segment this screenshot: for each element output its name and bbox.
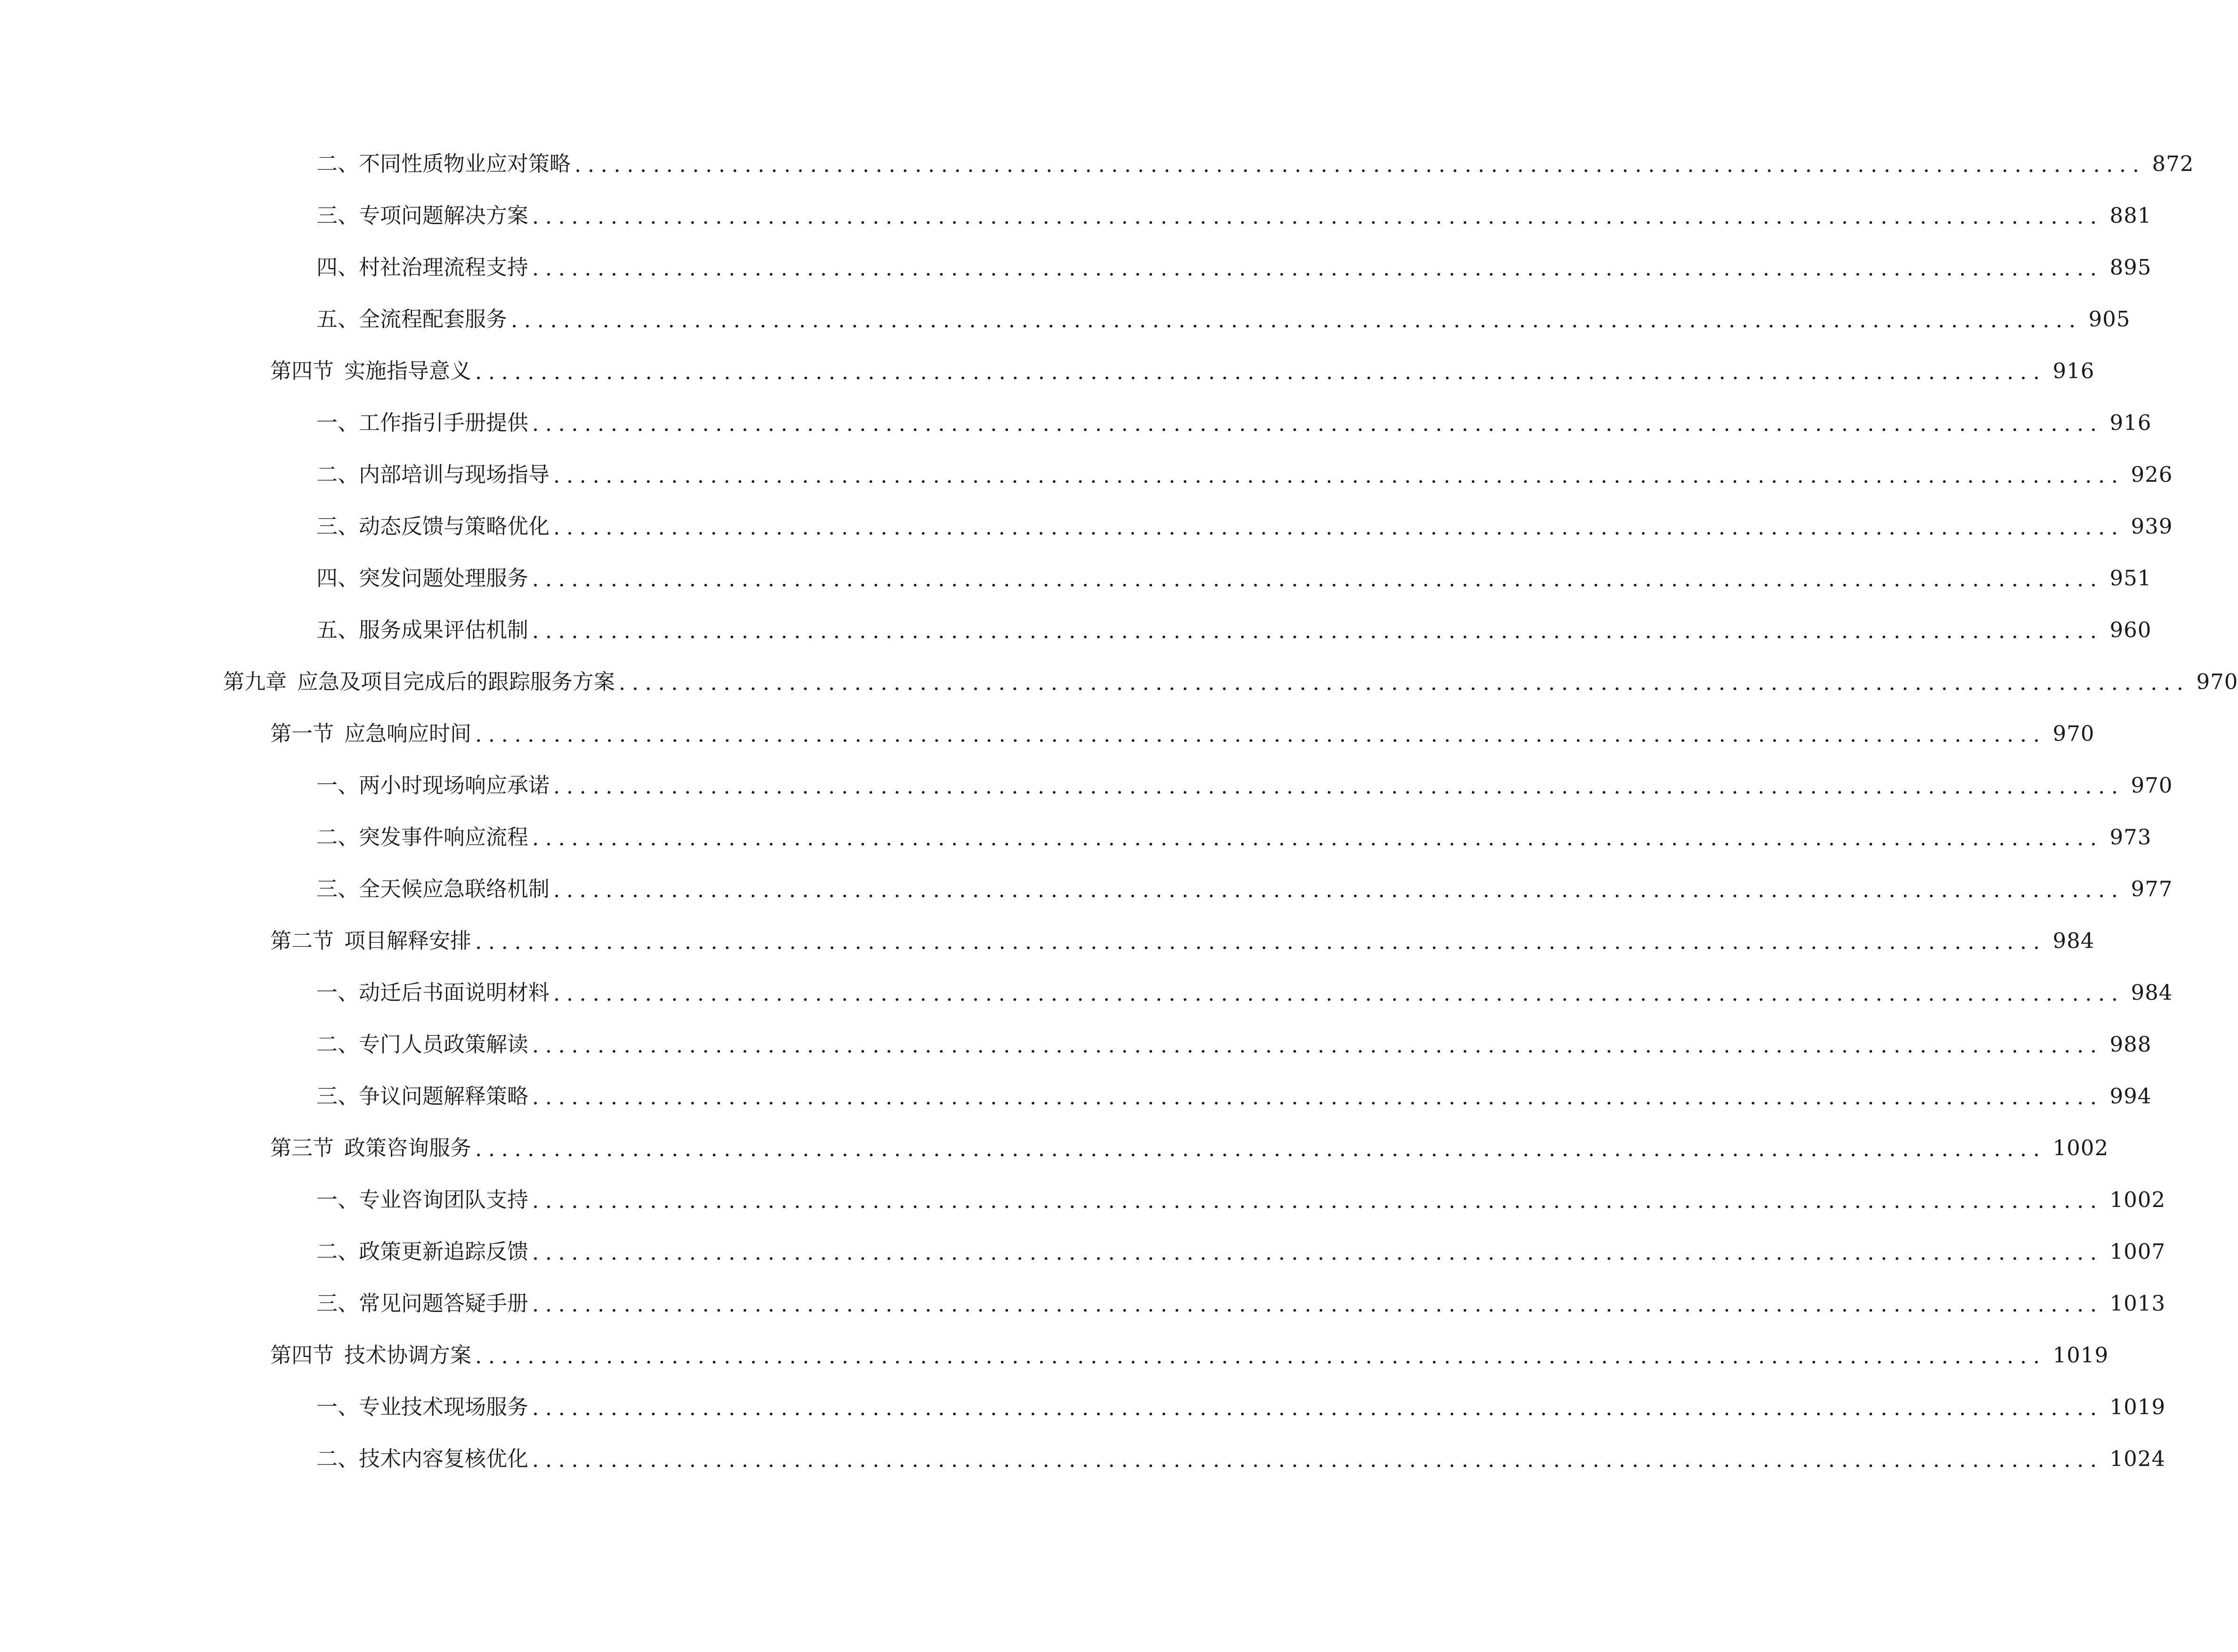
toc-entry-item[interactable]	[0, 397, 2152, 448]
toc-page-number: 939	[2131, 513, 2173, 539]
toc-entry-title: 技术内容复核优化	[359, 1446, 529, 1471]
toc-entry-title: 全流程配套服务	[359, 306, 508, 332]
toc-page-number: 916	[2052, 358, 2095, 383]
toc-page-number: 905	[2088, 306, 2131, 332]
toc-entry-item[interactable]	[0, 241, 2152, 293]
toc-entry-title: 突发问题处理服务	[359, 565, 529, 591]
dot-leader: ........................................................................................................................	[619, 670, 2190, 695]
toc-entry-number: 三、	[316, 513, 359, 539]
toc-entry-item[interactable]	[0, 1277, 2166, 1329]
toc-page-number: 881	[2109, 202, 2152, 228]
toc-entry-item[interactable]	[0, 189, 2152, 241]
dot-leader: ........................................................................................................................	[553, 462, 2125, 488]
toc-entry-title: 突发事件响应流程	[359, 824, 529, 850]
toc-entry-title: 全天候应急联络机制	[359, 876, 550, 901]
toc-entry-title: 内部培训与现场指导	[359, 462, 550, 487]
toc-page-number: 970	[2196, 669, 2238, 694]
dot-leader: ........................................................................................................................	[532, 618, 2103, 643]
toc-entry-section[interactable]	[0, 707, 2095, 759]
toc-entry-number: 二、	[316, 462, 359, 487]
toc-page-number: 1002	[2052, 1135, 2109, 1160]
dot-leader: ........................................................................................................................	[532, 1188, 2103, 1213]
toc-entry-item[interactable]	[0, 863, 2173, 915]
toc-entry-number: 三、	[316, 876, 359, 901]
toc-page-number: 977	[2131, 876, 2173, 901]
toc-entry-number: 二、	[316, 824, 359, 850]
dot-leader: ........................................................................................................................	[511, 307, 2082, 332]
toc-entry-title: 应急响应时间	[344, 721, 472, 746]
toc-entry-title: 政策咨询服务	[344, 1135, 472, 1160]
toc-entry-item[interactable]	[0, 1225, 2166, 1277]
dot-leader: ........................................................................................................................	[532, 203, 2103, 229]
toc-entry-item[interactable]	[0, 1381, 2166, 1433]
toc-entry-item[interactable]	[0, 448, 2173, 500]
dot-leader: ........................................................................................................................	[532, 411, 2103, 436]
dot-leader: ........................................................................................................................	[553, 980, 2125, 1006]
toc-entry-number: 五、	[316, 306, 359, 332]
toc-page-number: 984	[2131, 980, 2173, 1005]
toc-entry-title: 专项问题解决方案	[359, 202, 529, 228]
toc-entry-item[interactable]	[0, 604, 2152, 656]
dot-leader: ........................................................................................................................	[532, 1239, 2103, 1265]
dot-leader: ........................................................................................................................	[553, 877, 2125, 902]
toc-entry-item[interactable]	[0, 966, 2173, 1018]
toc-entry-number: 四、	[316, 254, 359, 280]
toc-entry-title: 技术协调方案	[344, 1342, 472, 1368]
dot-leader: ........................................................................................................................	[553, 514, 2125, 540]
toc-entry-number: 五、	[316, 617, 359, 642]
toc-entry-item[interactable]	[0, 1174, 2166, 1225]
toc-entry-number: 第四节	[270, 358, 334, 383]
toc-entry-number: 一、	[316, 980, 359, 1005]
toc-entry-title: 实施指导意义	[344, 358, 472, 383]
toc-entry-item[interactable]	[0, 1070, 2152, 1122]
toc-entry-number: 三、	[316, 1290, 359, 1316]
toc-page-number: 988	[2109, 1031, 2152, 1057]
toc-entry-number: 二、	[316, 1239, 359, 1264]
toc-entry-title: 村社治理流程支持	[359, 254, 529, 280]
dot-leader: ........................................................................................................................	[574, 152, 2146, 177]
dot-leader: ........................................................................................................................	[532, 1032, 2103, 1058]
toc-entry-number: 一、	[316, 772, 359, 798]
dot-leader: ........................................................................................................................	[475, 1343, 2046, 1369]
toc-entry-title: 动迁后书面说明材料	[359, 980, 550, 1005]
toc-page-number: 970	[2052, 721, 2095, 746]
toc-entry-title: 工作指引手册提供	[359, 410, 529, 435]
toc-entry-title: 两小时现场响应承诺	[359, 772, 550, 798]
toc-entry-number: 第九章	[223, 669, 287, 694]
toc-entry-title: 动态反馈与策略优化	[359, 513, 550, 539]
toc-page-number: 1019	[2052, 1342, 2109, 1368]
table-of-contents	[0, 138, 2238, 1484]
toc-entry-number: 一、	[316, 1394, 359, 1419]
toc-page-number: 1007	[2109, 1239, 2166, 1264]
toc-page-number: 973	[2109, 824, 2152, 850]
toc-entry-number: 一、	[316, 1187, 359, 1212]
dot-leader: ........................................................................................................................	[475, 1136, 2046, 1161]
dot-leader: ........................................................................................................................	[553, 773, 2125, 799]
toc-entry-number: 四、	[316, 565, 359, 591]
toc-entry-number: 二、	[316, 1031, 359, 1057]
toc-entry-number: 三、	[316, 202, 359, 228]
toc-entry-title: 争议问题解释策略	[359, 1083, 529, 1109]
dot-leader: ........................................................................................................................	[532, 1084, 2103, 1109]
toc-entry-section[interactable]	[0, 345, 2095, 397]
toc-entry-item[interactable]	[0, 811, 2152, 863]
toc-entry-number: 第二节	[270, 928, 334, 953]
toc-entry-title: 专业技术现场服务	[359, 1394, 529, 1419]
toc-entry-item[interactable]	[0, 759, 2173, 811]
toc-entry-section[interactable]	[0, 915, 2095, 966]
toc-entry-number: 一、	[316, 410, 359, 435]
toc-page-number: 1002	[2109, 1187, 2166, 1212]
dot-leader: ........................................................................................................................	[532, 1447, 2103, 1472]
toc-entry-title: 应急及项目完成后的跟踪服务方案	[297, 669, 615, 694]
dot-leader: ........................................................................................................................	[532, 1395, 2103, 1420]
toc-page-number: 926	[2131, 462, 2173, 487]
dot-leader: ........................................................................................................................	[532, 825, 2103, 850]
dot-leader: ........................................................................................................................	[532, 255, 2103, 281]
toc-entry-item[interactable]	[0, 138, 2194, 189]
toc-entry-chapter[interactable]	[0, 656, 2238, 707]
toc-entry-number: 第一节	[270, 721, 334, 746]
toc-page-number: 984	[2052, 928, 2095, 953]
toc-entry-item[interactable]	[0, 552, 2152, 604]
toc-entry-title: 项目解释安排	[344, 928, 472, 953]
toc-page-number: 970	[2131, 772, 2173, 798]
toc-page-number: 1019	[2109, 1394, 2166, 1419]
toc-page-number: 1024	[2109, 1446, 2166, 1471]
toc-entry-item[interactable]	[0, 500, 2173, 552]
dot-leader: ........................................................................................................................	[475, 721, 2046, 747]
toc-page-number: 872	[2152, 151, 2194, 176]
toc-entry-title: 常见问题答疑手册	[359, 1290, 529, 1316]
toc-entry-title: 专业咨询团队支持	[359, 1187, 529, 1212]
toc-entry-section[interactable]	[0, 1329, 2109, 1381]
toc-entry-title: 政策更新追踪反馈	[359, 1239, 529, 1264]
toc-entry-section[interactable]	[0, 1122, 2109, 1174]
toc-page-number: 895	[2109, 254, 2152, 280]
toc-entry-title: 服务成果评估机制	[359, 617, 529, 642]
toc-entry-number: 二、	[316, 1446, 359, 1471]
toc-entry-number: 三、	[316, 1083, 359, 1109]
dot-leader: ........................................................................................................................	[475, 359, 2046, 384]
toc-entry-title: 专门人员政策解读	[359, 1031, 529, 1057]
toc-entry-number: 第四节	[270, 1342, 334, 1368]
dot-leader: ........................................................................................................................	[532, 566, 2103, 591]
toc-page-number: 916	[2109, 410, 2152, 435]
toc-page-number: 994	[2109, 1083, 2152, 1109]
toc-page-number: 960	[2109, 617, 2152, 642]
toc-entry-title: 不同性质物业应对策略	[359, 151, 571, 176]
toc-page-number: 951	[2109, 565, 2152, 591]
dot-leader: ........................................................................................................................	[475, 929, 2046, 954]
dot-leader: ........................................................................................................................	[532, 1291, 2103, 1317]
toc-entry-number: 第三节	[270, 1135, 334, 1160]
toc-entry-item[interactable]	[0, 1018, 2152, 1070]
toc-page-number: 1013	[2109, 1290, 2166, 1316]
toc-entry-item[interactable]	[0, 293, 2131, 345]
toc-entry-item[interactable]	[0, 1433, 2166, 1484]
toc-entry-number: 二、	[316, 151, 359, 176]
